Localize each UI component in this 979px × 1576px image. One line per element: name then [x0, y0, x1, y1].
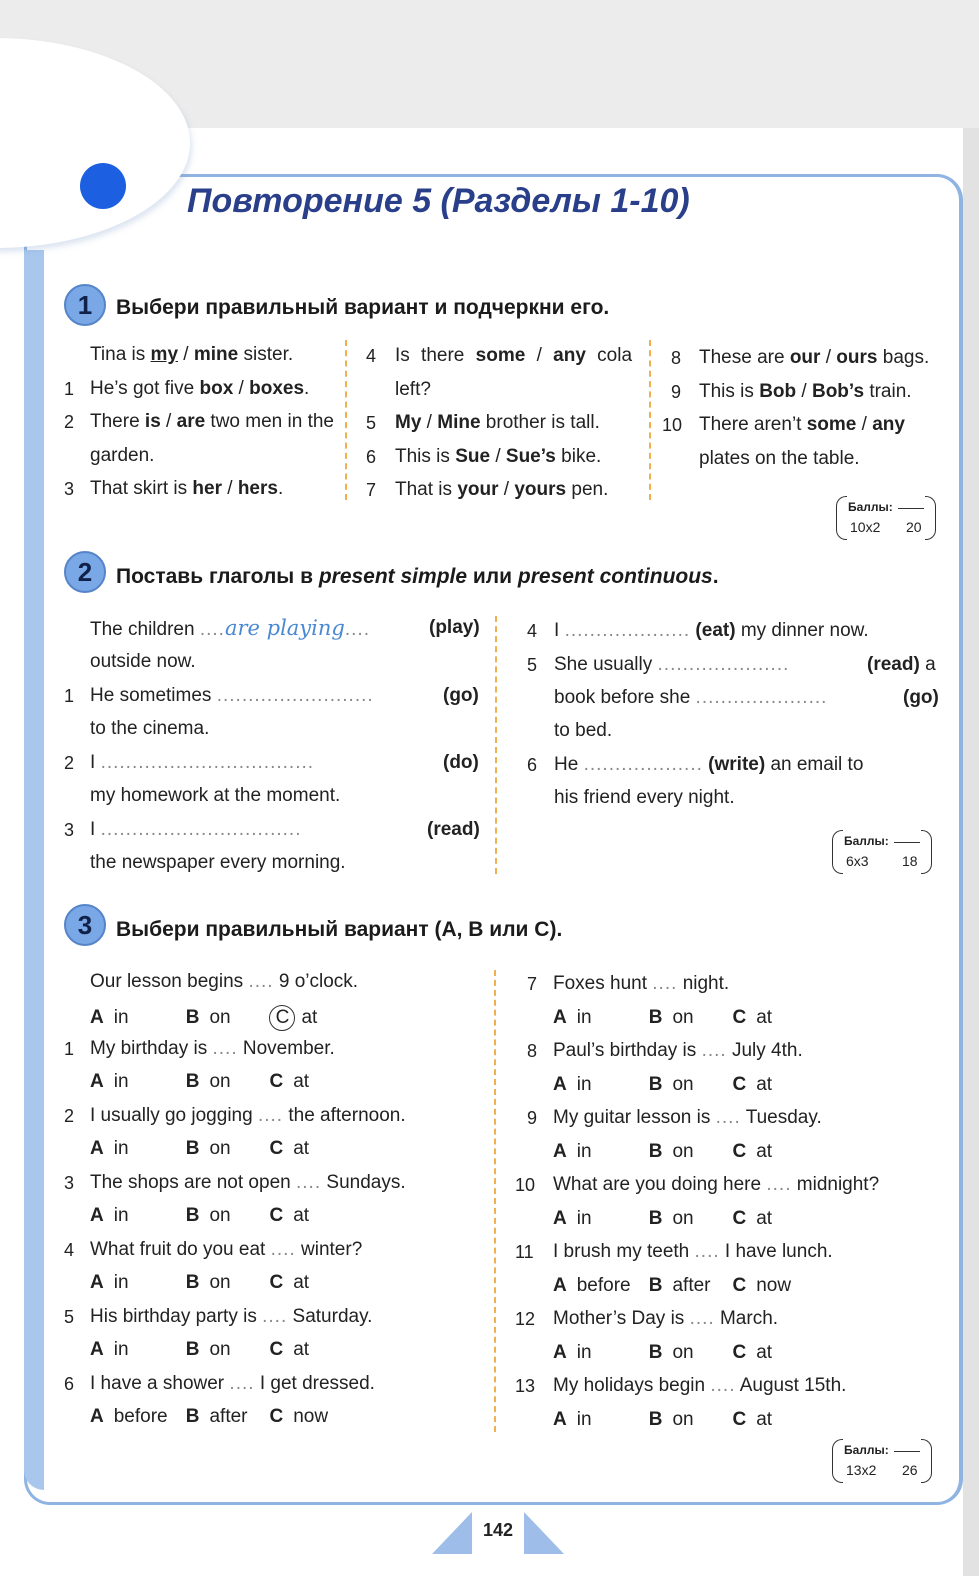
s2-item-2-verb: (do) [443, 752, 479, 773]
s3-item-3-options: A in B on C at [90, 1205, 310, 1226]
s3-example-question: Our lesson begins .... 9 o’clock. [90, 971, 359, 992]
s3-item-7-question: Foxes hunt .... night. [553, 973, 730, 994]
s3-item-7-number: 7 [527, 974, 538, 994]
section-2-number: 2 [64, 551, 106, 593]
s3-item-4-question: What fruit do you eat .... winter? [90, 1239, 363, 1260]
s3-item-13-question: My holidays begin .... August 15th. [553, 1375, 847, 1396]
s1-item-9-number: 9 [671, 382, 682, 402]
s2-item-4: I .................... (eat) my dinner now. [554, 620, 869, 641]
s3-item-6-question: I have a shower .... I get dressed. [90, 1373, 375, 1394]
s1-item-3-number: 3 [64, 479, 75, 499]
s2-item-5-verb: (read) a [867, 654, 936, 675]
s3-item-9-number: 9 [527, 1108, 538, 1128]
s1-item-4-number: 4 [366, 346, 377, 366]
page-number: 142 [482, 1520, 514, 1540]
s3-item-1-options: A in B on C at [90, 1071, 310, 1092]
s3-item-12-options: A in B on C at [553, 1342, 773, 1363]
s3-item-5-options: A in B on C at [90, 1339, 310, 1360]
s2-item-6: He ................... (write) an email to [554, 754, 864, 775]
s3-item-1-question: My birthday is .... November. [90, 1038, 335, 1059]
s3-item-12-number: 12 [515, 1309, 536, 1329]
s1-item-4: Is there some / any cola [395, 345, 633, 366]
score-label: Баллы: [844, 834, 889, 848]
score-total: 20 [906, 519, 922, 535]
handwritten-answer: are playing [224, 616, 345, 640]
page-title: Повторение 5 (Разделы 1-10) [187, 182, 690, 220]
s2-item-1-number: 1 [64, 686, 75, 706]
s3-example-options: A in B on C at [90, 1005, 317, 1031]
s2-item-3-cont: the newspaper every morning. [90, 852, 346, 873]
s3-item-2-options: A in B on C at [90, 1138, 310, 1159]
s1-item-3: That skirt is her / hers. [90, 478, 284, 499]
score-total: 18 [902, 853, 918, 869]
s1-item-2-number: 2 [64, 412, 75, 432]
s2-item-3-number: 3 [64, 820, 75, 840]
s1-item-5: My / Mine brother is tall. [395, 412, 600, 433]
score-multiplier: 6x3 [846, 853, 869, 869]
s2-example-verb: (play) [429, 617, 480, 638]
section-3-number: 3 [64, 904, 106, 946]
s1-item-1: He’s got five box / boxes. [90, 378, 310, 399]
s1-item-4-cont: left? [395, 379, 431, 400]
section-1-title: Выбери правильный вариант и подчеркни его. [116, 296, 610, 319]
s3-item-9-question: My guitar lesson is .... Tuesday. [553, 1107, 822, 1128]
s2-item-1-verb: (go) [443, 685, 479, 706]
score-label: Баллы: [848, 500, 893, 514]
s3-item-13-options: A in B on C at [553, 1409, 773, 1430]
s2-item-3-verb: (read) [427, 819, 480, 840]
s1-column-divider-1 [345, 340, 347, 500]
s3-item-3-number: 3 [64, 1173, 75, 1193]
s1-item-2-cont: garden. [90, 445, 155, 466]
page-number-left-decoration [432, 1512, 472, 1554]
s3-item-12-question: Mother’s Day is .... March. [553, 1308, 779, 1329]
s2-item-5: She usually ..................... [554, 654, 790, 675]
s1-item-10-cont: plates on the table. [699, 448, 860, 469]
s2-item-2-number: 2 [64, 753, 75, 773]
page-edge [963, 128, 979, 1576]
s3-item-5-number: 5 [64, 1307, 75, 1327]
s3-item-8-question: Paul’s birthday is .... July 4th. [553, 1040, 803, 1061]
s2-item-5-number: 5 [527, 655, 538, 675]
s3-item-7-options: A in B on C at [553, 1007, 773, 1028]
s2-item-5-cont: to bed. [554, 720, 613, 741]
s3-item-10-number: 10 [515, 1175, 536, 1195]
blue-dot-icon [80, 163, 126, 209]
s1-item-10: There aren’t some / any [699, 414, 905, 435]
s3-item-10-options: A in B on C at [553, 1208, 773, 1229]
s3-item-13-number: 13 [515, 1376, 536, 1396]
s1-example: Tina is my / mine sister. [90, 344, 294, 365]
s2-item-3: I ................................ [90, 819, 302, 840]
s2-item-5-verb-2: (go) [903, 687, 939, 708]
s2-example-cont: outside now. [90, 651, 196, 672]
s3-item-6-number: 6 [64, 1374, 75, 1394]
section-3-title: Выбери правильный вариант (A, B или C). [116, 918, 563, 941]
s3-item-3-question: The shops are not open .... Sundays. [90, 1172, 406, 1193]
s2-item-1-cont: to the cinema. [90, 718, 210, 739]
s1-item-8: These are our / ours bags. [699, 347, 930, 368]
score-label: Баллы: [844, 1443, 889, 1457]
section-2-title: Поставь глаголы в present simple или present continuous. [116, 565, 719, 588]
score-total: 26 [902, 1462, 918, 1478]
circled-answer-icon: C [269, 1005, 295, 1031]
s3-item-9-options: A in B on C at [553, 1141, 773, 1162]
left-margin-bar [24, 250, 44, 1490]
s2-item-2-cont: my homework at the moment. [90, 785, 341, 806]
s1-item-7-number: 7 [366, 480, 377, 500]
s3-column-divider [494, 970, 496, 1432]
s1-score-box [836, 496, 936, 540]
s1-item-2: There is / are two men in the [90, 411, 334, 432]
s1-item-6-number: 6 [366, 447, 377, 467]
s1-item-6: This is Sue / Sue’s bike. [395, 446, 602, 467]
s3-item-10-question: What are you doing here .... midnight? [553, 1174, 880, 1195]
s3-item-8-number: 8 [527, 1041, 538, 1061]
s3-item-4-number: 4 [64, 1240, 75, 1260]
s2-item-1: He sometimes ......................... [90, 685, 374, 706]
s1-column-divider-2 [649, 340, 651, 500]
s3-item-6-options: A before B after C now [90, 1406, 329, 1427]
s3-item-11-options: A before B after C now [553, 1275, 792, 1296]
s2-example: The children ....are playing.... [90, 616, 370, 640]
score-multiplier: 13x2 [846, 1462, 877, 1478]
s3-item-11-number: 11 [515, 1242, 534, 1262]
s3-item-1-number: 1 [64, 1039, 75, 1059]
s2-item-6-number: 6 [527, 755, 538, 775]
s2-item-2: I .................................. [90, 752, 315, 773]
s1-item-10-number: 10 [662, 415, 683, 435]
s2-item-6-cont: his friend every night. [554, 787, 735, 808]
s2-item-4-number: 4 [527, 621, 538, 641]
s2-score-box [832, 830, 932, 874]
s3-item-8-options: A in B on C at [553, 1074, 773, 1095]
section-1-number: 1 [64, 284, 106, 326]
s3-item-5-question: His birthday party is .... Saturday. [90, 1306, 373, 1327]
s3-score-box [832, 1439, 932, 1483]
s1-item-7: That is your / yours pen. [395, 479, 609, 500]
s2-column-divider [495, 616, 497, 874]
s1-item-5-number: 5 [366, 413, 377, 433]
s1-item-8-number: 8 [671, 348, 682, 368]
s1-item-1-number: 1 [64, 379, 75, 399]
s1-item-9: This is Bob / Bob’s train. [699, 381, 912, 402]
page-number-right-decoration [524, 1512, 564, 1554]
s3-item-11-question: I brush my teeth .... I have lunch. [553, 1241, 833, 1262]
s3-item-2-number: 2 [64, 1106, 75, 1126]
s3-item-2-question: I usually go jogging .... the afternoon. [90, 1105, 406, 1126]
s2-item-5-line2: book before she ..................... [554, 687, 828, 708]
score-multiplier: 10x2 [850, 519, 881, 535]
s3-item-4-options: A in B on C at [90, 1272, 310, 1293]
